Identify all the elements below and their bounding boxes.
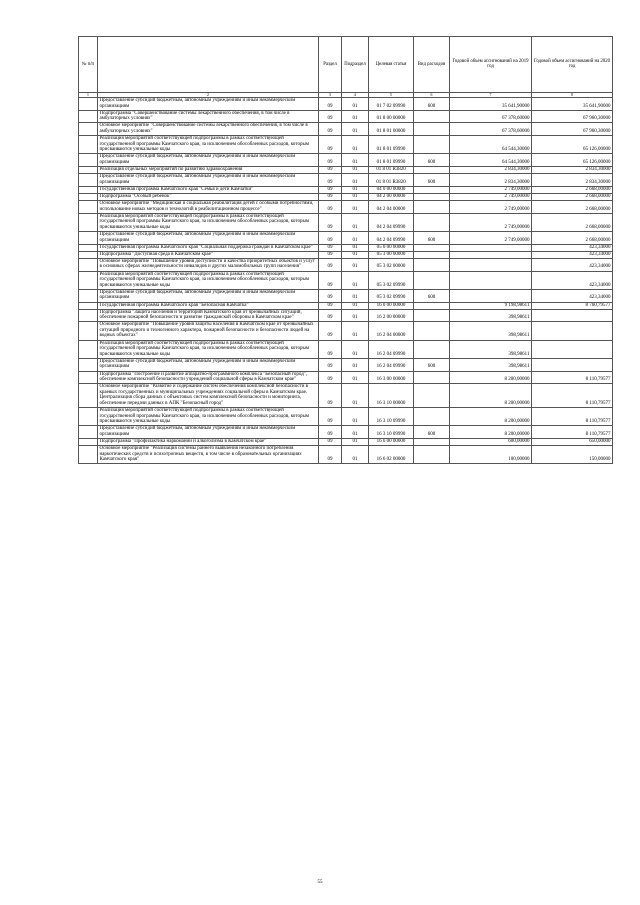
- row-podrazdel-cell: 01: [342, 302, 369, 309]
- header-2020: Годовой объем ассигнований на 2020 год: [532, 37, 613, 93]
- row-expense-type-cell: 600: [414, 426, 450, 439]
- row-2020-cell: 67 960,30000: [532, 123, 613, 136]
- row-razdel-cell: 09: [319, 271, 342, 289]
- column-number: 3: [319, 93, 342, 98]
- row-name-cell: Государственная программа Камчатского края "Безопасная Камчатка": [98, 302, 319, 309]
- row-2020-cell: 8 110,79577: [532, 371, 613, 384]
- row-target-article-cell: 16 2 00 00000: [369, 309, 414, 322]
- column-number: 8: [532, 93, 613, 98]
- row-2019-cell: 398,98611: [450, 322, 532, 340]
- row-2020-cell: 2 668,00000: [532, 186, 613, 193]
- table-row: [79, 193, 613, 200]
- row-target-article-cell: 16 6 00 00000: [369, 439, 414, 446]
- row-expense-type-cell: [414, 340, 450, 358]
- row-target-article-cell: 05 3 02 09990: [369, 289, 414, 302]
- row-number-cell: [79, 123, 98, 136]
- page-number: 55: [317, 880, 323, 885]
- row-podrazdel-cell: 01: [342, 186, 369, 193]
- row-target-article-cell: 04 2 00 00000: [369, 193, 414, 200]
- row-name-cell: Предоставление субсидий бюджетным, автономным учреждениям и иным некоммерческим организациям: [98, 358, 319, 371]
- table-row: [79, 251, 613, 258]
- row-expense-type-cell: [414, 384, 450, 408]
- row-target-article-cell: 04 2 04 00000: [369, 201, 414, 214]
- row-target-article-cell: 01 8 00 00000: [369, 110, 414, 123]
- row-target-article-cell: 16 3 00 00000: [369, 371, 414, 384]
- row-number-cell: [79, 136, 98, 154]
- row-expense-type-cell: 600: [414, 231, 450, 244]
- row-name-cell: Подпрограмма "Совершенствование системы лекарственного обеспечения, в том числе в амбулаторных условиях": [98, 110, 319, 123]
- row-2020-cell: [532, 358, 613, 371]
- row-2019-cell: 64 544,30000: [450, 154, 532, 167]
- row-2020-cell: 67 960,30000: [532, 110, 613, 123]
- row-name-cell: Подпрограмма "Профилактика наркомании и алкоголизма в Камчатском крае": [98, 439, 319, 446]
- row-2020-cell: 8 110,79577: [532, 426, 613, 439]
- row-name-cell: Предоставление субсидий бюджетным, автономным учреждениям и иным некоммерческим организациям: [98, 154, 319, 167]
- row-number-cell: [79, 154, 98, 167]
- row-2019-cell: [450, 289, 532, 302]
- row-razdel-cell: 09: [319, 439, 342, 446]
- header-2019: Годовой объем ассигнований на 2019 год: [450, 37, 532, 93]
- row-2019-cell: [450, 258, 532, 271]
- row-2020-cell: [532, 322, 613, 340]
- row-2020-cell: 423,34000: [532, 289, 613, 302]
- row-2019-cell: [450, 251, 532, 258]
- row-podrazdel-cell: 01: [342, 193, 369, 200]
- row-target-article-cell: 05 3 00 00000: [369, 251, 414, 258]
- table-row: [79, 322, 613, 340]
- row-razdel-cell: 09: [319, 186, 342, 193]
- row-razdel-cell: 09: [319, 213, 342, 231]
- column-number: 5: [369, 93, 414, 98]
- row-number-cell: [79, 271, 98, 289]
- row-expense-type-cell: 600: [414, 174, 450, 187]
- row-target-article-cell: 04 2 04 09990: [369, 231, 414, 244]
- row-2019-cell: 2 749,00000: [450, 193, 532, 200]
- row-razdel-cell: 09: [319, 110, 342, 123]
- row-2019-cell: 64 544,30000: [450, 136, 532, 154]
- row-expense-type-cell: 600: [414, 98, 450, 111]
- row-2019-cell: 8 200,00000: [450, 371, 532, 384]
- table-row: [79, 186, 613, 193]
- row-2019-cell: 35 641,90000: [450, 98, 532, 111]
- row-number-cell: [79, 358, 98, 371]
- row-podrazdel-cell: 01: [342, 201, 369, 214]
- row-name-cell: Предоставление субсидий бюджетным, автономным учреждениям и иным некоммерческим организациям: [98, 174, 319, 187]
- table-row: [79, 98, 613, 111]
- header-row: [79, 37, 613, 93]
- row-2020-cell: [532, 309, 613, 322]
- row-razdel-cell: 09: [319, 154, 342, 167]
- row-expense-type-cell: [414, 309, 450, 322]
- table-row: [79, 258, 613, 271]
- row-name-cell: Предоставление субсидий бюджетным, автономным учреждениям и иным некоммерческим организациям: [98, 98, 319, 111]
- row-number-cell: [79, 371, 98, 384]
- row-expense-type-cell: [414, 201, 450, 214]
- column-number: 4: [342, 93, 369, 98]
- row-2020-cell: 2 834,30000: [532, 167, 613, 174]
- row-2020-cell: [532, 340, 613, 358]
- row-target-article-cell: 01 8 01 00000: [369, 123, 414, 136]
- table-row: [79, 309, 613, 322]
- row-podrazdel-cell: 01: [342, 98, 369, 111]
- row-name-cell: Подпрограмма "Защита населения и территорий Камчатского края от чрезвычайных ситуаций, обеспечение пожарной безопасности и развитие гражданской обороны в Камчатском крае": [98, 309, 319, 322]
- row-podrazdel-cell: 01: [342, 123, 369, 136]
- budget-table: [78, 36, 613, 464]
- header-name: [98, 37, 319, 93]
- row-2020-cell: 35 641,90000: [532, 98, 613, 111]
- row-name-cell: Предоставление субсидий бюджетным, автономным учреждениям и иным некоммерческим организациям: [98, 426, 319, 439]
- table-row: [79, 213, 613, 231]
- row-podrazdel-cell: 01: [342, 309, 369, 322]
- row-number-cell: [79, 340, 98, 358]
- document-page: [78, 36, 612, 464]
- table-row: [79, 244, 613, 251]
- row-target-article-cell: 01 8 01 09990: [369, 136, 414, 154]
- row-2019-cell: 600,00000: [450, 439, 532, 446]
- header-target-article: Целевая статья: [369, 37, 414, 93]
- row-name-cell: Реализация отдельных мероприятий по развитию здравоохранения: [98, 167, 319, 174]
- row-expense-type-cell: [414, 302, 450, 309]
- header-expense-type: Вид расходов: [414, 37, 450, 93]
- row-expense-type-cell: [414, 123, 450, 136]
- header-razdel: Раздел: [319, 37, 342, 93]
- row-name-cell: Государственная программа Камчатского края "Социальная поддержка граждан в Камчатском крае": [98, 244, 319, 251]
- table-row: [79, 371, 613, 384]
- row-razdel-cell: 09: [319, 446, 342, 464]
- table-body: [79, 98, 613, 464]
- row-podrazdel-cell: 01: [342, 384, 369, 408]
- row-podrazdel-cell: 01: [342, 174, 369, 187]
- row-2019-cell: 398,98611: [450, 309, 532, 322]
- table-row: [79, 123, 613, 136]
- row-target-article-cell: 05 0 00 00000: [369, 244, 414, 251]
- row-expense-type-cell: [414, 371, 450, 384]
- row-name-cell: Основное мероприятие "Реализация системы раннего выявления незаконного потребления наркотических средств и психотропных веществ, в том числе в образовательных организациях Камчатского края": [98, 446, 319, 464]
- row-target-article-cell: 04 2 04 09990: [369, 213, 414, 231]
- row-2019-cell: 67 378,60000: [450, 110, 532, 123]
- row-2019-cell: 2 834,30000: [450, 174, 532, 187]
- row-name-cell: Реализация мероприятий соответствующей подпрограммы в рамках соответствующей государственной программы Камчатского края, за исключением обособленных расходов, которым присваиваются уникальные коды: [98, 136, 319, 154]
- table-row: [79, 110, 613, 123]
- row-2019-cell: 398,98611: [450, 358, 532, 371]
- row-podrazdel-cell: 01: [342, 271, 369, 289]
- row-expense-type-cell: [414, 110, 450, 123]
- row-target-article-cell: 16 3 10 09990: [369, 426, 414, 439]
- table-row: [79, 136, 613, 154]
- row-number-cell: [79, 439, 98, 446]
- row-target-article-cell: 01 7 02 09990: [369, 98, 414, 111]
- row-target-article-cell: 16 2 04 09990: [369, 358, 414, 371]
- row-podrazdel-cell: 01: [342, 136, 369, 154]
- row-number-cell: [79, 251, 98, 258]
- row-razdel-cell: 09: [319, 251, 342, 258]
- row-razdel-cell: 09: [319, 408, 342, 426]
- row-name-cell: Реализация мероприятий соответствующей подпрограммы в рамках соответствующей государственной программы Камчатского края, за исключением обособленных расходов, которым присваиваются уникальные коды: [98, 213, 319, 231]
- column-number: 1: [79, 93, 98, 98]
- row-2019-cell: 67 378,60000: [450, 123, 532, 136]
- row-2019-cell: 2 749,00000: [450, 186, 532, 193]
- table-row: [79, 174, 613, 187]
- row-target-article-cell: 01 8 01 09990: [369, 154, 414, 167]
- row-razdel-cell: 09: [319, 322, 342, 340]
- table-row: [79, 302, 613, 309]
- row-razdel-cell: 09: [319, 98, 342, 111]
- row-podrazdel-cell: 01: [342, 244, 369, 251]
- row-razdel-cell: 09: [319, 201, 342, 214]
- row-number-cell: [79, 309, 98, 322]
- row-target-article-cell: 05 3 02 09990: [369, 271, 414, 289]
- row-name-cell: Государственная программа Камчатского края "Семья и дети Камчатки": [98, 186, 319, 193]
- row-podrazdel-cell: 01: [342, 110, 369, 123]
- row-number-cell: [79, 244, 98, 251]
- row-expense-type-cell: [414, 408, 450, 426]
- column-number: 2: [98, 93, 319, 98]
- table-row: [79, 426, 613, 439]
- row-razdel-cell: 09: [319, 136, 342, 154]
- row-name-cell: Реализация мероприятий соответствующей подпрограммы в рамках соответствующей государственной программы Камчатского края, за исключением обособленных расходов, которым присваиваются уникальные коды: [98, 340, 319, 358]
- row-2019-cell: 9 198,98611: [450, 302, 532, 309]
- row-name-cell: Реализация мероприятий соответствующей подпрограммы в рамках соответствующей государственной программы Камчатского края, за исключением обособленных расходов, которым присваиваются уникальные коды: [98, 408, 319, 426]
- row-razdel-cell: 09: [319, 289, 342, 302]
- row-2019-cell: 2 749,00000: [450, 213, 532, 231]
- row-expense-type-cell: 600: [414, 154, 450, 167]
- row-name-cell: Реализация мероприятий соответствующей подпрограммы в рамках соответствующей государственной программы Камчатского края, за исключением обособленных расходов, которым присваиваются уникальные коды: [98, 271, 319, 289]
- table-row: [79, 167, 613, 174]
- row-2019-cell: 8 200,00000: [450, 408, 532, 426]
- row-expense-type-cell: [414, 251, 450, 258]
- row-podrazdel-cell: 01: [342, 154, 369, 167]
- row-expense-type-cell: [414, 193, 450, 200]
- row-number-cell: [79, 408, 98, 426]
- row-2019-cell: 8 200,00000: [450, 426, 532, 439]
- row-podrazdel-cell: 01: [342, 322, 369, 340]
- row-target-article-cell: 16 3 10 09990: [369, 408, 414, 426]
- row-name-cell: Основное мероприятие "Совершенствование системы лекарственного обеспечения, в том числе в амбулаторных условиях": [98, 123, 319, 136]
- row-2020-cell: 8 760,79577: [532, 302, 613, 309]
- row-2020-cell: 65 126,00000: [532, 154, 613, 167]
- table-row: [79, 358, 613, 371]
- column-number: 7: [450, 93, 532, 98]
- row-2020-cell: 65 126,00000: [532, 136, 613, 154]
- row-2019-cell: 2 834,30000: [450, 167, 532, 174]
- row-podrazdel-cell: 01: [342, 426, 369, 439]
- row-2020-cell: 2 668,00000: [532, 231, 613, 244]
- row-number-cell: [79, 302, 98, 309]
- row-razdel-cell: 09: [319, 193, 342, 200]
- row-2019-cell: 100,00000: [450, 446, 532, 464]
- row-razdel-cell: 09: [319, 123, 342, 136]
- row-2020-cell: 2 834,30000: [532, 174, 613, 187]
- row-podrazdel-cell: 01: [342, 289, 369, 302]
- row-name-cell: Основное мероприятие "Развитие и содержание систем обеспечения комплексной безопасности в краевых государственных и муниципальных учреждениях социальной сферы в Камчатском крае. Централизация сбора данных с объектовых систем комплексной безопасности и мониторинга, обеспечение передачи данных в АПК "Безопасный город": [98, 384, 319, 408]
- row-number-cell: [79, 384, 98, 408]
- row-2020-cell: 2 668,00000: [532, 193, 613, 200]
- row-2019-cell: [450, 271, 532, 289]
- row-number-cell: [79, 110, 98, 123]
- row-2020-cell: 8 110,79577: [532, 408, 613, 426]
- row-target-article-cell: 16 2 04 09990: [369, 340, 414, 358]
- row-podrazdel-cell: 01: [342, 340, 369, 358]
- table-row: [79, 340, 613, 358]
- row-name-cell: Подпрограмма "Доступная среда в Камчатском крае": [98, 251, 319, 258]
- row-razdel-cell: 09: [319, 174, 342, 187]
- header-num: № п/п: [79, 37, 98, 93]
- table-row: [79, 154, 613, 167]
- row-name-cell: Подпрограмма "Построение и развитие аппаратно-программного комплекса "Безопасный город", обеспечение комплексной безопасности учреждений социальной сферы в Камчатском крае": [98, 371, 319, 384]
- row-expense-type-cell: [414, 136, 450, 154]
- table-row: [79, 439, 613, 446]
- row-razdel-cell: 09: [319, 302, 342, 309]
- row-target-article-cell: 01 8 01 R3820: [369, 167, 414, 174]
- row-number-cell: [79, 167, 98, 174]
- row-2019-cell: 2 749,00000: [450, 231, 532, 244]
- row-target-article-cell: 01 8 01 R3820: [369, 174, 414, 187]
- header-podrazdel: Подраздел: [342, 37, 369, 93]
- table-row: [79, 289, 613, 302]
- row-podrazdel-cell: 01: [342, 446, 369, 464]
- row-name-cell: Предоставление субсидий бюджетным, автономным учреждениям и иным некоммерческим организациям: [98, 289, 319, 302]
- row-expense-type-cell: [414, 446, 450, 464]
- row-number-cell: [79, 98, 98, 111]
- row-expense-type-cell: [414, 258, 450, 271]
- row-2020-cell: 2 668,00000: [532, 201, 613, 214]
- row-podrazdel-cell: 01: [342, 213, 369, 231]
- row-target-article-cell: 05 3 02 00000: [369, 258, 414, 271]
- row-2020-cell: 423,34000: [532, 244, 613, 251]
- row-2019-cell: [450, 244, 532, 251]
- row-expense-type-cell: [414, 244, 450, 251]
- row-2020-cell: 650,00000: [532, 439, 613, 446]
- table-row: [79, 384, 613, 408]
- row-razdel-cell: 09: [319, 167, 342, 174]
- row-podrazdel-cell: 01: [342, 358, 369, 371]
- row-2020-cell: 423,34000: [532, 271, 613, 289]
- row-2020-cell: 423,34000: [532, 251, 613, 258]
- row-expense-type-cell: [414, 322, 450, 340]
- row-podrazdel-cell: 01: [342, 408, 369, 426]
- column-number: 6: [414, 93, 450, 98]
- row-2019-cell: 8 200,00000: [450, 384, 532, 408]
- row-razdel-cell: 09: [319, 309, 342, 322]
- row-name-cell: Основное мероприятие "Повышение уровня защиты населения в Камчатском крае от чрезвычайных ситуаций природного и техногенного характера, пожарной безопасности и безопасности людей на водных объектах": [98, 322, 319, 340]
- table-row: [79, 231, 613, 244]
- row-target-article-cell: 16 6 02 00000: [369, 446, 414, 464]
- row-number-cell: [79, 186, 98, 193]
- row-razdel-cell: 09: [319, 426, 342, 439]
- row-expense-type-cell: 600: [414, 289, 450, 302]
- row-razdel-cell: 09: [319, 358, 342, 371]
- row-razdel-cell: 09: [319, 340, 342, 358]
- row-podrazdel-cell: 01: [342, 258, 369, 271]
- table-row: [79, 201, 613, 214]
- row-razdel-cell: 09: [319, 371, 342, 384]
- row-number-cell: [79, 426, 98, 439]
- row-expense-type-cell: [414, 439, 450, 446]
- row-expense-type-cell: [414, 186, 450, 193]
- table-row: [79, 271, 613, 289]
- row-podrazdel-cell: 01: [342, 231, 369, 244]
- row-expense-type-cell: 600: [414, 358, 450, 371]
- row-expense-type-cell: [414, 213, 450, 231]
- row-razdel-cell: 09: [319, 231, 342, 244]
- row-target-article-cell: 04 0 00 00000: [369, 186, 414, 193]
- row-name-cell: Основное мероприятие "Повышение уровня доступности и качества приоритетных объектов и услуг в основных сферах жизнедеятельности инвалидов и других маломобильных групп населения": [98, 258, 319, 271]
- row-number-cell: [79, 446, 98, 464]
- row-target-article-cell: 16 3 10 00000: [369, 384, 414, 408]
- row-number-cell: [79, 174, 98, 187]
- row-name-cell: Основное мероприятие "Медицинская и социальная реабилитация детей с особыми потребностями, использование новых методов и технологий в реабилитационном процессе": [98, 201, 319, 214]
- row-podrazdel-cell: 01: [342, 371, 369, 384]
- row-expense-type-cell: [414, 167, 450, 174]
- table-row: [79, 446, 613, 464]
- row-target-article-cell: 16 2 04 00000: [369, 322, 414, 340]
- row-name-cell: Предоставление субсидий бюджетным, автономным учреждениям и иным некоммерческим организациям: [98, 231, 319, 244]
- row-name-cell: Подпрограмма "Особый ребенок": [98, 193, 319, 200]
- row-number-cell: [79, 231, 98, 244]
- row-number-cell: [79, 322, 98, 340]
- row-number-cell: [79, 258, 98, 271]
- row-number-cell: [79, 213, 98, 231]
- table-row: [79, 408, 613, 426]
- row-2020-cell: 8 110,79577: [532, 384, 613, 408]
- row-target-article-cell: 16 0 00 00000: [369, 302, 414, 309]
- row-2019-cell: 398,98611: [450, 340, 532, 358]
- row-2020-cell: 2 668,00000: [532, 213, 613, 231]
- row-2019-cell: 2 749,00000: [450, 201, 532, 214]
- row-razdel-cell: 09: [319, 258, 342, 271]
- row-podrazdel-cell: 01: [342, 439, 369, 446]
- row-number-cell: [79, 193, 98, 200]
- row-2020-cell: 423,34000: [532, 258, 613, 271]
- row-expense-type-cell: [414, 271, 450, 289]
- row-razdel-cell: 09: [319, 244, 342, 251]
- row-number-cell: [79, 201, 98, 214]
- row-2020-cell: 150,00000: [532, 446, 613, 464]
- row-podrazdel-cell: 01: [342, 167, 369, 174]
- row-razdel-cell: 09: [319, 384, 342, 408]
- row-number-cell: [79, 289, 98, 302]
- row-podrazdel-cell: 01: [342, 251, 369, 258]
